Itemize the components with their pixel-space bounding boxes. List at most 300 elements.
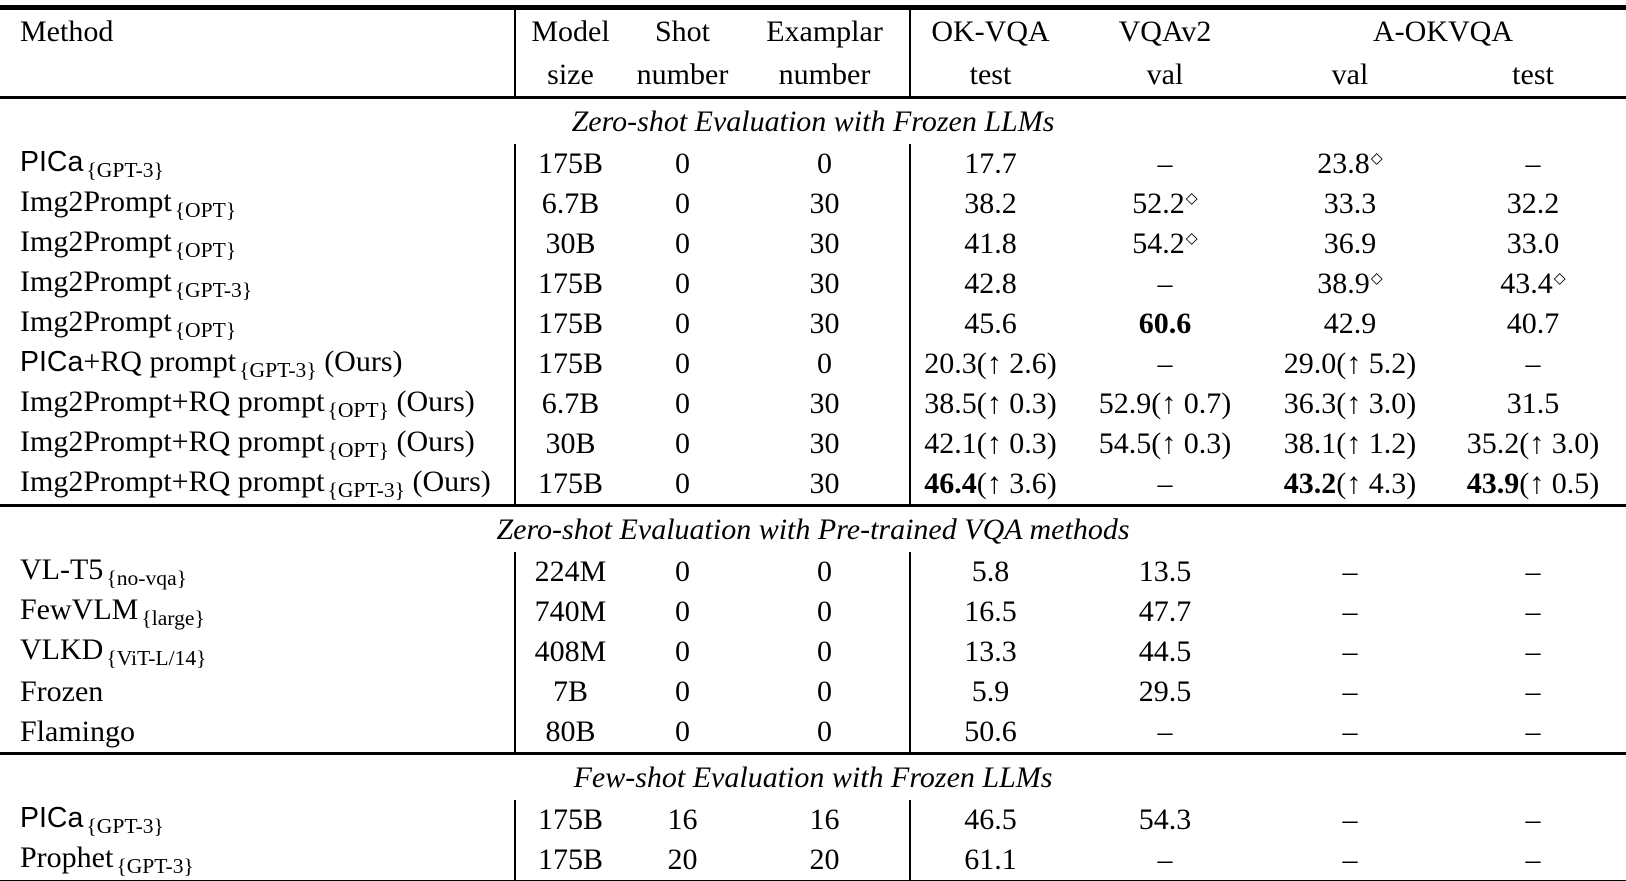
value-cell: [515, 144, 625, 184]
value-cell: [515, 344, 625, 384]
value-cell: [910, 264, 1070, 304]
cell-value: 52.9: [1098, 387, 1152, 420]
cell-value: 46.5: [964, 803, 1017, 836]
cell-value: 43.2: [1283, 467, 1337, 500]
method-name: Flamingo: [20, 715, 136, 748]
value-cell: [1440, 224, 1626, 264]
cell-value: 20: [809, 843, 840, 876]
cell-improvement: (↑ 0.3): [976, 387, 1057, 420]
table-row: [0, 840, 1626, 881]
cell-improvement: (↑ 1.2): [1336, 427, 1417, 460]
value-cell: [1070, 304, 1260, 344]
method-subscript: {large}: [141, 606, 205, 631]
table-head: [0, 8, 1626, 98]
table-section-1: [0, 98, 1626, 506]
method-subscript: {OPT}: [174, 318, 237, 343]
cell-value: 7B: [552, 675, 588, 708]
cell-value: 46.4: [924, 467, 977, 500]
method-cell: [0, 840, 515, 881]
value-cell: [515, 592, 625, 632]
method-cell: [0, 304, 515, 344]
value-cell: [740, 224, 910, 264]
value-cell: [1440, 144, 1626, 184]
method-subscript: {GPT-3}: [174, 278, 253, 303]
cell-value: 36.3: [1283, 387, 1337, 420]
value-cell: [1440, 712, 1626, 754]
cell-value: –: [1157, 715, 1173, 748]
method-subscript: {OPT}: [174, 198, 237, 223]
col-header-model-size: Model: [531, 15, 610, 48]
cell-value: 0: [675, 715, 690, 748]
cell-value: 0: [675, 267, 690, 300]
value-cell: [910, 464, 1070, 506]
diamond-marker: ◇: [1370, 150, 1383, 168]
cell-value: 740M: [534, 595, 607, 628]
method-cell: [0, 464, 515, 506]
value-cell: [625, 592, 740, 632]
value-cell: [515, 184, 625, 224]
method-subscript: {GPT-3}: [86, 158, 164, 183]
method-name: PICa: [20, 801, 84, 834]
cell-value: 16: [809, 803, 840, 836]
value-cell: [1440, 424, 1626, 464]
value-cell: [740, 712, 910, 754]
cell-value: 38.5: [924, 387, 977, 420]
cell-value: 61.1: [964, 843, 1017, 876]
cell-value: 0: [675, 427, 690, 460]
cell-value: 23.8: [1317, 147, 1370, 180]
cell-value: 0: [675, 147, 690, 180]
method-name: Img2Prompt: [20, 304, 172, 338]
method-name: PICa: [20, 145, 84, 178]
value-cell: [515, 632, 625, 672]
value-cell: [910, 552, 1070, 592]
value-cell: [515, 800, 625, 840]
table-row: [0, 632, 1626, 672]
diamond-marker: ◇: [1553, 270, 1566, 288]
table-row: [0, 552, 1626, 592]
value-cell: [910, 800, 1070, 840]
value-cell: [1440, 552, 1626, 592]
cell-value: 17.7: [964, 147, 1017, 180]
col-header-examplar-number: Examplar: [766, 15, 883, 48]
cell-value: 0: [675, 467, 690, 500]
method-cell: [0, 800, 515, 840]
cell-value: 0: [675, 595, 690, 628]
col-header-okvqa: OK-VQA: [910, 8, 1070, 54]
cell-value: 6.7B: [541, 187, 600, 220]
cell-value: 175B: [537, 267, 603, 300]
cell-value: 0: [817, 595, 832, 628]
method-subscript: {no-vqa}: [106, 566, 188, 591]
cell-value: 30: [809, 307, 840, 340]
value-cell: [910, 344, 1070, 384]
method-name: Frozen: [20, 675, 104, 708]
value-cell: [1070, 424, 1260, 464]
value-cell: [1070, 800, 1260, 840]
cell-improvement: (↑ 0.3): [976, 427, 1057, 460]
value-cell: [1440, 592, 1626, 632]
method-cell: [0, 552, 515, 592]
method-subscript: {GPT-3}: [86, 814, 164, 839]
cell-value: 175B: [537, 147, 603, 180]
cell-value: 54.3: [1138, 803, 1192, 836]
cell-value: 35.2: [1466, 427, 1520, 460]
section-title-row: [0, 754, 1626, 801]
value-cell: [1260, 344, 1440, 384]
cell-value: 42.8: [964, 267, 1017, 300]
cell-improvement: (↑ 0.3): [1151, 427, 1232, 460]
method-name: Img2Prompt+RQ prompt: [20, 384, 325, 418]
col-subheader-shot: number: [625, 53, 740, 98]
cell-value: –: [1157, 347, 1173, 380]
cell-value: 29.0: [1283, 347, 1337, 380]
cell-value: –: [1525, 715, 1541, 748]
value-cell: [1260, 840, 1440, 881]
value-cell: [740, 424, 910, 464]
table-row: [0, 672, 1626, 712]
value-cell: [740, 632, 910, 672]
cell-value: 47.7: [1138, 595, 1192, 628]
table-row: [0, 712, 1626, 754]
cell-value: –: [1525, 675, 1541, 708]
cell-value: 54.2: [1132, 227, 1185, 260]
method-name: Img2Prompt: [20, 224, 172, 258]
method-cell: [0, 632, 515, 672]
diamond-marker: ◇: [1370, 270, 1383, 288]
value-cell: [910, 592, 1070, 632]
method-name: Prophet: [20, 840, 114, 874]
cell-value: 0: [817, 147, 832, 180]
cell-value: 0: [675, 555, 690, 588]
value-cell: [740, 464, 910, 506]
value-cell: [1440, 184, 1626, 224]
col-subheader-aokvqa-val: val: [1260, 53, 1440, 98]
value-cell: [1440, 384, 1626, 424]
cell-value: 42.1: [924, 427, 977, 460]
col-subheader-aokvqa-test: test: [1440, 53, 1626, 98]
method-name: Img2Prompt: [20, 264, 172, 298]
method-name: (Ours): [316, 344, 403, 378]
value-cell: [515, 464, 625, 506]
method-name: (Ours): [404, 464, 491, 498]
value-cell: [1070, 144, 1260, 184]
cell-value: 38.9: [1317, 267, 1370, 300]
table-row: [0, 384, 1626, 424]
value-cell: [515, 264, 625, 304]
cell-value: 60.6: [1138, 307, 1192, 340]
cell-value: 224M: [534, 555, 607, 588]
value-cell: [625, 264, 740, 304]
method-name: Img2Prompt: [20, 184, 172, 218]
value-cell: [1260, 552, 1440, 592]
cell-value: 0: [675, 635, 690, 668]
cell-value: 0: [675, 227, 690, 260]
value-cell: [1070, 384, 1260, 424]
cell-value: 30: [809, 187, 840, 220]
value-cell: [740, 184, 910, 224]
method-subscript: {ViT-L/14}: [106, 646, 207, 671]
cell-value: –: [1525, 843, 1541, 876]
cell-value: –: [1525, 635, 1541, 668]
value-cell: [740, 344, 910, 384]
cell-value: 30: [809, 467, 840, 500]
header-row-1: [0, 8, 1626, 54]
value-cell: [625, 672, 740, 712]
table-row: [0, 224, 1626, 264]
section-title: Zero-shot Evaluation with Pre-trained VQA methods: [0, 506, 1626, 553]
value-cell: [910, 424, 1070, 464]
cell-improvement: (↑ 3.0): [1519, 427, 1600, 460]
value-cell: [1260, 592, 1440, 632]
value-cell: [1440, 840, 1626, 881]
cell-value: 54.5: [1098, 427, 1152, 460]
value-cell: [1260, 424, 1440, 464]
cell-value: 33.0: [1506, 227, 1560, 260]
col-header-aokvqa-group: A-OKVQA: [1373, 15, 1513, 48]
method-cell: [0, 224, 515, 264]
value-cell: [1260, 800, 1440, 840]
method-subscript: {GPT-3}: [116, 854, 194, 879]
method-subscript: {OPT}: [327, 398, 389, 423]
cell-value: –: [1342, 595, 1358, 628]
value-cell: [1260, 712, 1440, 754]
method-subscript: {GPT-3}: [327, 478, 405, 503]
value-cell: [625, 552, 740, 592]
method-cell: [0, 712, 515, 754]
cell-value: 13.3: [964, 635, 1017, 668]
method-cell: [0, 672, 515, 712]
value-cell: [910, 384, 1070, 424]
value-cell: [1440, 344, 1626, 384]
cell-value: 175B: [537, 467, 603, 500]
cell-improvement: (↑ 5.2): [1336, 347, 1417, 380]
section-title-row: [0, 98, 1626, 145]
cell-value: 0: [817, 675, 832, 708]
cell-value: 175B: [537, 843, 603, 876]
cell-improvement: (↑ 3.6): [976, 467, 1057, 500]
method-subscript: {OPT}: [327, 438, 389, 463]
method-cell: [0, 144, 515, 184]
value-cell: [1260, 672, 1440, 712]
value-cell: [910, 144, 1070, 184]
value-cell: [740, 264, 910, 304]
table-row: [0, 592, 1626, 632]
cell-value: 16.5: [964, 595, 1017, 628]
value-cell: [1070, 712, 1260, 754]
method-name: PICa: [20, 345, 84, 378]
col-subheader-size: size: [515, 53, 625, 98]
cell-value: 0: [675, 187, 690, 220]
value-cell: [625, 632, 740, 672]
col-subheader-vqav2-val: val: [1070, 53, 1260, 98]
col-subheader-examplar: number: [740, 53, 910, 98]
table-row: [0, 800, 1626, 840]
value-cell: [910, 840, 1070, 881]
value-cell: [1070, 224, 1260, 264]
value-cell: [625, 224, 740, 264]
cell-value: –: [1342, 555, 1358, 588]
method-name: (Ours): [388, 424, 475, 458]
value-cell: [1070, 184, 1260, 224]
col-header-vqav2: VQAv2: [1118, 15, 1212, 48]
value-cell: [1070, 632, 1260, 672]
method-name: VL-T5: [20, 552, 104, 586]
value-cell: [625, 712, 740, 754]
cell-improvement: (↑ 3.0): [1336, 387, 1417, 420]
method-name: Img2Prompt+RQ prompt: [20, 464, 325, 498]
cell-value: 32.2: [1506, 187, 1560, 220]
value-cell: [1260, 184, 1440, 224]
value-cell: [625, 840, 740, 881]
cell-value: 5.8: [971, 555, 1010, 588]
cell-value: 38.1: [1283, 427, 1337, 460]
cell-value: 0: [817, 555, 832, 588]
table-section-2: [0, 506, 1626, 754]
cell-value: 13.5: [1138, 555, 1192, 588]
cell-value: 80B: [545, 715, 596, 748]
value-cell: [1070, 592, 1260, 632]
value-cell: [1070, 672, 1260, 712]
value-cell: [1260, 304, 1440, 344]
value-cell: [740, 800, 910, 840]
value-cell: [515, 304, 625, 344]
value-cell: [910, 632, 1070, 672]
method-name: +RQ prompt: [83, 344, 237, 378]
value-cell: [515, 384, 625, 424]
cell-value: 0: [675, 307, 690, 340]
cell-value: –: [1342, 803, 1358, 836]
diamond-marker: ◇: [1185, 190, 1198, 208]
value-cell: [1440, 304, 1626, 344]
cell-value: –: [1342, 675, 1358, 708]
cell-value: 5.9: [971, 675, 1010, 708]
method-cell: [0, 184, 515, 224]
table-row: [0, 264, 1626, 304]
cell-improvement: (↑ 0.7): [1151, 387, 1232, 420]
cell-improvement: (↑ 0.5): [1519, 467, 1600, 500]
cell-value: 30: [809, 427, 840, 460]
cell-value: 43.9: [1466, 467, 1520, 500]
value-cell: [740, 384, 910, 424]
cell-value: –: [1157, 467, 1173, 500]
col-subheader-okvqa-test: test: [910, 53, 1070, 98]
method-cell: [0, 264, 515, 304]
cell-value: –: [1525, 147, 1541, 180]
cell-value: 33.3: [1323, 187, 1377, 220]
cell-improvement: (↑ 4.3): [1336, 467, 1417, 500]
table-row: [0, 464, 1626, 506]
cell-value: 30B: [545, 227, 596, 260]
value-cell: [1070, 840, 1260, 881]
method-name: (Ours): [388, 384, 475, 418]
value-cell: [625, 144, 740, 184]
value-cell: [515, 552, 625, 592]
section-title-row: [0, 506, 1626, 553]
table-row: [0, 344, 1626, 384]
method-name: Img2Prompt+RQ prompt: [20, 424, 325, 458]
cell-value: –: [1342, 715, 1358, 748]
cell-value: –: [1157, 843, 1173, 876]
value-cell: [1440, 264, 1626, 304]
cell-value: 30: [809, 267, 840, 300]
method-subscript: {GPT-3}: [239, 358, 317, 383]
cell-value: –: [1525, 555, 1541, 588]
diamond-marker: ◇: [1185, 230, 1198, 248]
value-cell: [625, 344, 740, 384]
table-row: [0, 424, 1626, 464]
value-cell: [1070, 344, 1260, 384]
method-name: FewVLM: [20, 592, 139, 626]
cell-value: 175B: [537, 307, 603, 340]
cell-improvement: (↑ 2.6): [976, 347, 1057, 380]
cell-value: 0: [817, 635, 832, 668]
section-title: Zero-shot Evaluation with Frozen LLMs: [571, 104, 1055, 138]
method-cell: [0, 344, 515, 384]
col-header-method: Method: [0, 8, 515, 98]
value-cell: [625, 800, 740, 840]
method-subscript: {OPT}: [174, 238, 237, 263]
value-cell: [625, 424, 740, 464]
value-cell: [1260, 632, 1440, 672]
value-cell: [1070, 264, 1260, 304]
value-cell: [1440, 464, 1626, 506]
value-cell: [1440, 632, 1626, 672]
cell-value: 16: [667, 803, 698, 836]
value-cell: [740, 672, 910, 712]
cell-value: 29.5: [1138, 675, 1192, 708]
cell-value: –: [1525, 347, 1541, 380]
cell-value: –: [1157, 147, 1173, 180]
value-cell: [515, 712, 625, 754]
cell-value: 0: [817, 715, 832, 748]
value-cell: [625, 304, 740, 344]
value-cell: [910, 184, 1070, 224]
table-row: [0, 144, 1626, 184]
cell-value: –: [1342, 843, 1358, 876]
method-cell: [0, 592, 515, 632]
cell-value: 44.5: [1138, 635, 1192, 668]
value-cell: [1440, 800, 1626, 840]
cell-value: 20: [667, 843, 698, 876]
value-cell: [1260, 144, 1440, 184]
method-cell: [0, 384, 515, 424]
results-table: [0, 5, 1626, 881]
value-cell: [910, 712, 1070, 754]
value-cell: [1260, 224, 1440, 264]
value-cell: [625, 464, 740, 506]
value-cell: [1070, 464, 1260, 506]
value-cell: [515, 840, 625, 881]
value-cell: [515, 424, 625, 464]
value-cell: [1440, 672, 1626, 712]
value-cell: [740, 304, 910, 344]
cell-value: 30B: [545, 427, 596, 460]
value-cell: [910, 304, 1070, 344]
cell-value: 52.2: [1132, 187, 1185, 220]
cell-value: 31.5: [1506, 387, 1560, 420]
value-cell: [740, 144, 910, 184]
cell-value: 38.2: [964, 187, 1017, 220]
cell-value: 42.9: [1323, 307, 1377, 340]
cell-value: 30: [809, 227, 840, 260]
cell-value: 40.7: [1506, 307, 1560, 340]
cell-value: –: [1525, 803, 1541, 836]
method-name: VLKD: [20, 632, 104, 666]
cell-value: 6.7B: [541, 387, 600, 420]
table-row: [0, 184, 1626, 224]
table-row: [0, 304, 1626, 344]
